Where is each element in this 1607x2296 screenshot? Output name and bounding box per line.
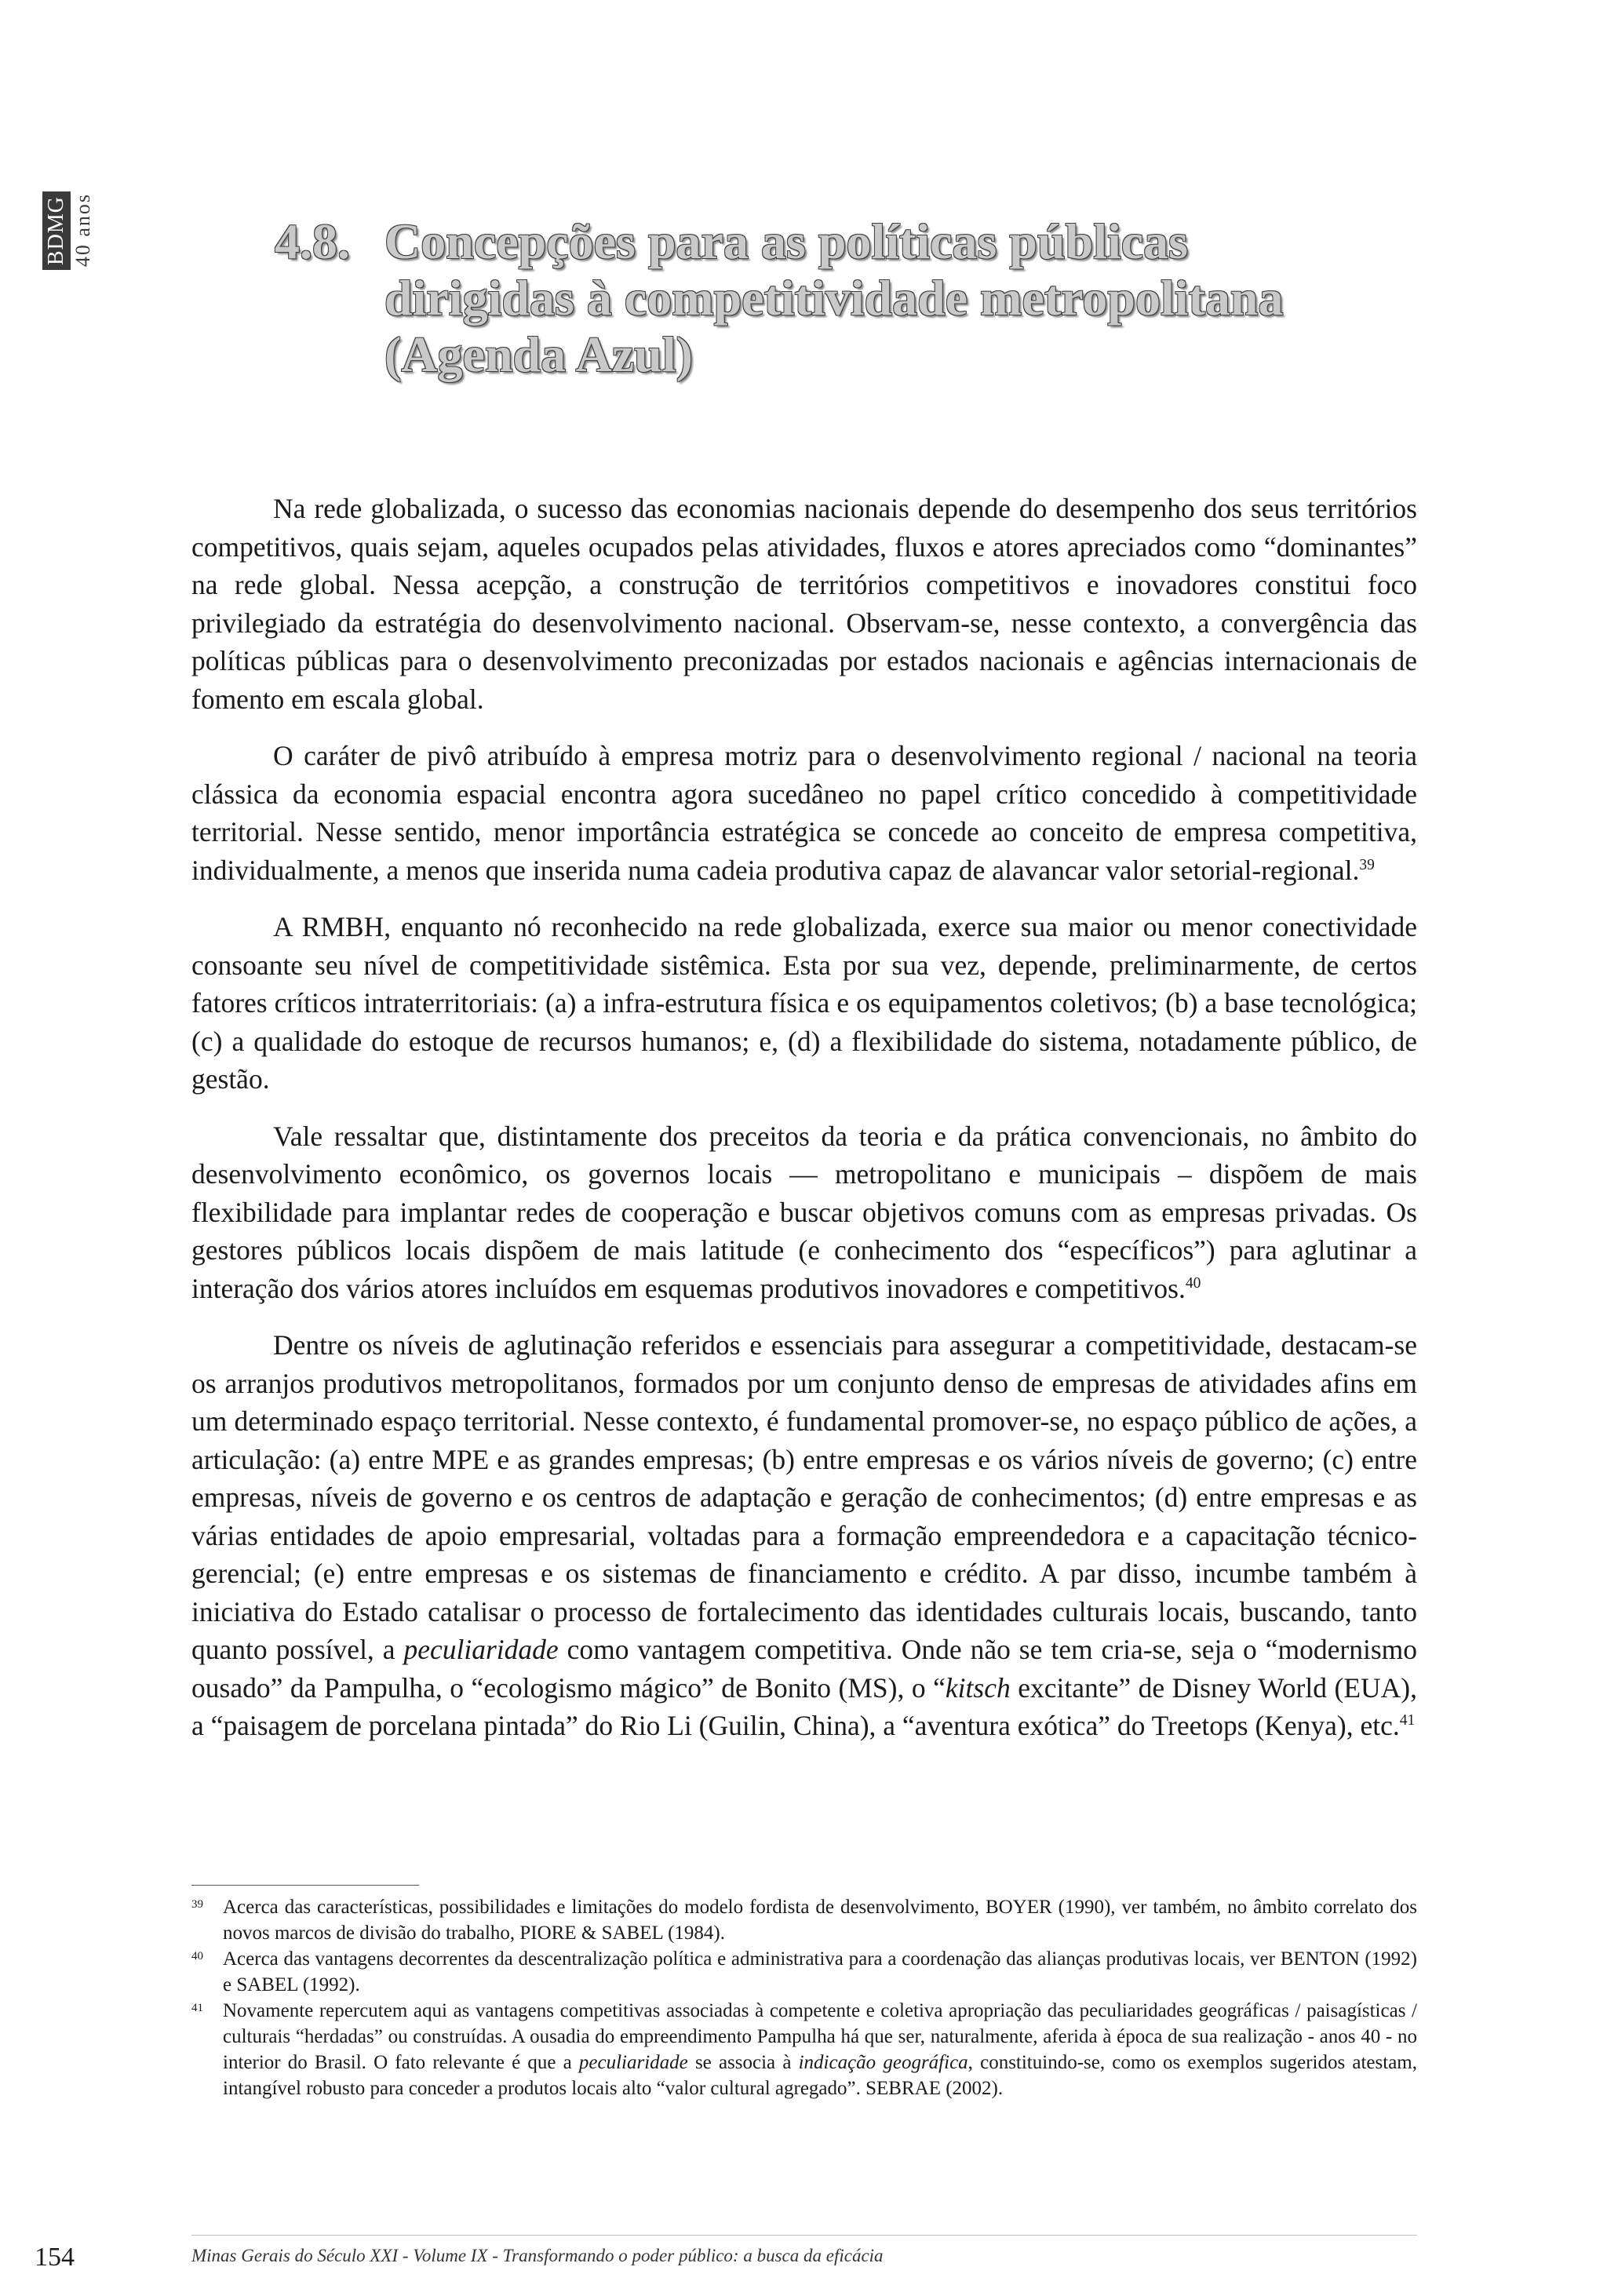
footnote-number: 39 [191,1898,203,1911]
footnote-39 [191,1894,1417,1946]
emphasis-kitsch: kitsch [945,1671,1011,1704]
footnote-40 [191,1946,1417,1998]
footer-divider [191,2235,1417,2236]
section-title-line-1: Concepções para as políticas públicas [384,213,1189,269]
section-title-line-2: dirigidas à competitividade metropolitana [384,270,1284,326]
running-title: Minas Gerais do Século XXI - Volume IX - Transformando o poder público: a busca da eficácia [191,2246,884,2265]
footnote-text: Acerca das características, possibilidades e limitações do modelo fordista de desenvolvimento, BOYER (1990), ver também, no âmbito correlato dos novos marcos de divisão do trabalho, PIORE & SABEL (1984). [223,1897,1417,1944]
bdmg-logo [42,191,96,270]
footnote-ref-41[interactable]: 41 [1399,1712,1416,1729]
paragraph-1: Na rede globalizada, o sucesso das economias nacionais depende do desempenho dos seus territórios competitivos, quais sejam, aqueles ocupados pelas atividades, fluxos e atores apreciados como “dominantes” na rede global. Nessa acepção, a construção de territórios competitivos e inovadores constitui foco privilegiado da estratégia do desenvolvimento nacional. Observam-se, nesse contexto, a convergência das políticas públicas para o desenvolvimento preconizadas por estados nacionais e agências internacionais de fomento em escala global. [191,493,1417,715]
footnote-divider [191,1885,419,1886]
paragraph-2: O caráter de pivô atribuído à empresa motriz para o desenvolvimento regional / nacional na teoria clássica da economia espacial encontra agora sucedâneo no papel crítico concedido à competitividade territorial. Nesse sentido, menor importância estratégica se concede ao conceito de empresa competitiva, individualmente, a menos que inserida numa cadeia produtiva capaz de alavancar valor setorial-regional.$^{39}$ [191,740,1417,886]
footnote-41 [191,1998,1417,2101]
footnotes [191,1894,1417,2101]
footnote-number: 40 [191,1950,203,1963]
logo-bdmg-text: BDMG [42,191,71,270]
page-number: 154 [35,2243,75,2272]
emphasis-peculiaridade: peculiaridade [403,1634,559,1665]
footnote-text: Novamente repercutem aqui as vantagens competitivas associadas à competente e coletiva apropriação das peculiaridades geográficas / paisagísticas / culturais “herdadas” ou construídas. A ousadia do empreendimento Pampulha há que ser, naturalmente, aferida à época de sua realização - anos 40 - no interior do Brasil. O fato relevante é que a peculiaridade se associa à indicação geográfica, constituindo-se, como os exemplos sugeridos atestam, intangível robusto para conceder a produtos locais alto “valor cultural agregado”. SEBRAE (2002). [223,2000,1417,2099]
paragraph-4: Vale ressaltar que, distintamente dos preceitos da teoria e da prática convencionais, no âmbito do desenvolvimento econômico, os governos locais — metropolitano e municipais – dispõem de mais flexibilidade para implantar redes de cooperação e buscar objetivos comuns com as empresas privadas. Os gestores públicos locais dispõem de mais latitude (e conhecimento dos “específicos”) para aglutinar a interação dos vários atores incluídos em esquemas produtivos inovadores e competitivos.$^{40}$ [191,1120,1417,1304]
footnote-ref-40[interactable]: 40 [1185,1274,1201,1292]
body-text [191,490,1417,1764]
section-title [275,213,1499,383]
paragraph-3: A RMBH, enquanto nó reconhecido na rede globalizada, exerce sua maior ou menor conectividade consoante seu nível de competitividade sistêmica. Esta por sua vez, depende, preliminarmente, de certos fatores críticos intraterritoriais: (a) a infra-estrutura física e os equipamentos coletivos; (b) a base tecnológica; (c) a qualidade do estoque de recursos humanos; e, (d) a flexibilidade do sistema, notadamente público, de gestão. [191,911,1417,1095]
section-number: 4.8. [275,213,350,269]
section-title-line-3: (Agenda Azul) [384,326,693,382]
footnote-ref-39[interactable]: 39 [1359,856,1375,873]
paragraph-5: Dentre os níveis de aglutinação referidos e essenciais para assegurar a competitividade, destacam-se os arranjos produtivos metropolitanos, formados por um conjunto denso de empresas de atividades afins em um determinado espaço territorial. Nesse contexto, é fundamental promover-se, no espaço público de ações, a articulação: (a) entre MPE e as grandes empresas; (b) entre empresas e os vários níveis de governo; (c) entre empresas, níveis de governo e os centros de adaptação e geração de conhecimentos; (d) entre empresas e as várias entidades de apoio empresarial, voltadas para a formação empreendedora e a capacitação técnico-gerencial; (e) entre empresas e os sistemas de financiamento e crédito. A par disso, incumbe também à iniciativa do Estado catalisar o processo de fortalecimento das identidades culturais locais, buscando, tanto quanto possível, a peculiaridade como vantagem competitiva. Onde não se tem cria-se, seja o “modernismo ousado” da Pampulha, o “ecologismo mágico” de Bonito (MS), o “kitsch excitante” de Disney World (EUA), a “paisagem de porcelana pintada” do Rio Li (Guilin, China), a “aventura exótica” do Treetops (Kenya), etc.$^{41}$ [191,1329,1417,1741]
footnote-number: 41 [191,2002,203,2014]
logo-anos-text: 40 anos [71,193,94,268]
footnote-text: Acerca das vantagens decorrentes da descentralização política e administrativa para a coordenação das alianças produtivas locais, ver BENTON (1992) e SABEL (1992). [223,1948,1417,1995]
